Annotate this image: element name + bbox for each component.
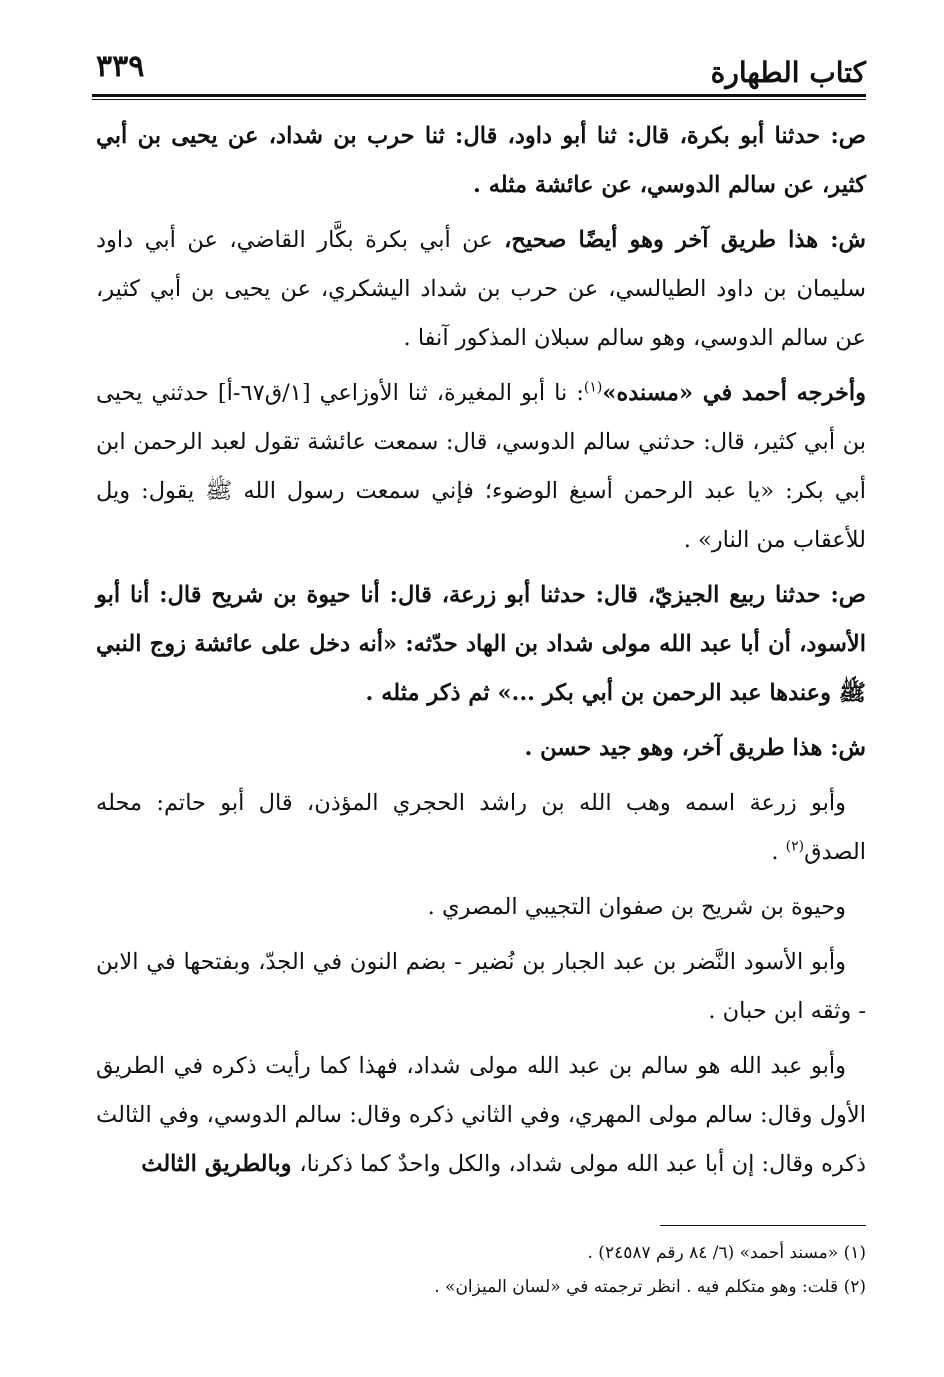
paragraph-6-end: . [771,839,786,865]
page-number: ٣٣٩ [96,49,145,84]
footnotes [200,1236,866,1304]
paragraph-3 [96,369,866,565]
footnote-ref-2[interactable]: (٢) [785,838,805,855]
paragraph-9-bold: وبالطريق الثالث [141,1151,300,1177]
page-header [92,44,866,94]
paragraph-4: ص: حدثنا ربيع الجيزيّ، قال: حدثنا أبو زرعة، قال: أنا حيوة بن شريح قال: أنا أبو الأسود، أن أبا عبد الله مولى شداد بن الهاد حدّثه: «أنه دخل على عائشة زوج النبي ﷺ وعندها عبد الرحمن بن أبي بكر ...» ثم ذكر مثله . [96,582,866,706]
main-text [96,112,866,1189]
paragraph-9-text: وأبو عبد الله هو سالم بن عبد الله مولى شداد، فهذا كما رأيت ذكره في الطريق الأول وقال: سالم مولى المهري، وفي الثاني ذكره وقال: سالم الدوسي، وفي الثالث ذكره وقال: إن أبا عبد الله مولى شداد، والكل واحدٌ كما ذكرنا، [96,1053,866,1177]
paragraph-6-text: وأبو زرعة اسمه وهب الله بن راشد الحجري المؤذن، قال أبو حاتم: محله الصدق [96,790,866,865]
footnote-separator [660,1225,866,1226]
paragraph-3-lead: وأخرجه أحمد في «مسنده» [602,380,866,406]
paragraph-2-text: عن أبي بكرة بكَّار القاضي، عن أبي داود سليمان بن داود الطيالسي، عن حرب بن شداد اليشكري، عن يحيى بن أبي كثير، عن سالم الدوسي، وهو سالم سبلان المذكور آنفا . [96,227,866,351]
paragraph-6 [96,779,866,877]
paragraph-1: ص: حدثنا أبو بكرة، قال: ثنا أبو داود، قال: ثنا حرب بن شداد، عن يحيى بن أبي كثير، عن سالم الدوسي، عن عائشة مثله . [96,123,866,198]
header-rule-thin [92,99,866,100]
footnote-1: (١) «مسند أحمد» (٦/ ٨٤ رقم ٢٤٥٨٧) . [587,1243,866,1263]
paragraph-8: وأبو الأسود النَّضر بن عبد الجبار بن نُضير - بضم النون في الجدّ، وبفتحها في الابن - وثقه ابن حبان . [96,949,866,1024]
paragraph-9 [96,1042,866,1189]
header-rule-thick [92,94,866,97]
paragraph-2 [96,216,866,363]
footnote-ref-1[interactable]: (١) [583,379,603,396]
chapter-title: كتاب الطهارة [710,56,866,89]
footnote-2: (٢) قلت: وهو متكلم فيه . انظر ترجمته في «لسان الميزان» . [434,1277,866,1297]
paragraph-3-text: : نا أبو المغيرة، ثنا الأوزاعي [١/ق٦٧-أ] حدثني يحيى بن أبي كثير، قال: حدثني سالم الدوسي، قال: سمعت عائشة تقول لعبد الرحمن ابن أبي بكر: «يا عبد الرحمن أسبغ الوضوء؛ فإني سمعت رسول الله ﷺ يقول: ويل للأعقاب من النار» . [96,380,866,553]
paragraph-5: ش: هذا طريق آخر، وهو جيد حسن . [524,735,866,761]
paragraph-7: وحيوة بن شريح بن صفوان التجيبي المصري . [427,894,846,920]
paragraph-2-lead: ش: هذا طريق آخر وهو أيضًا صحيح، [504,227,866,253]
